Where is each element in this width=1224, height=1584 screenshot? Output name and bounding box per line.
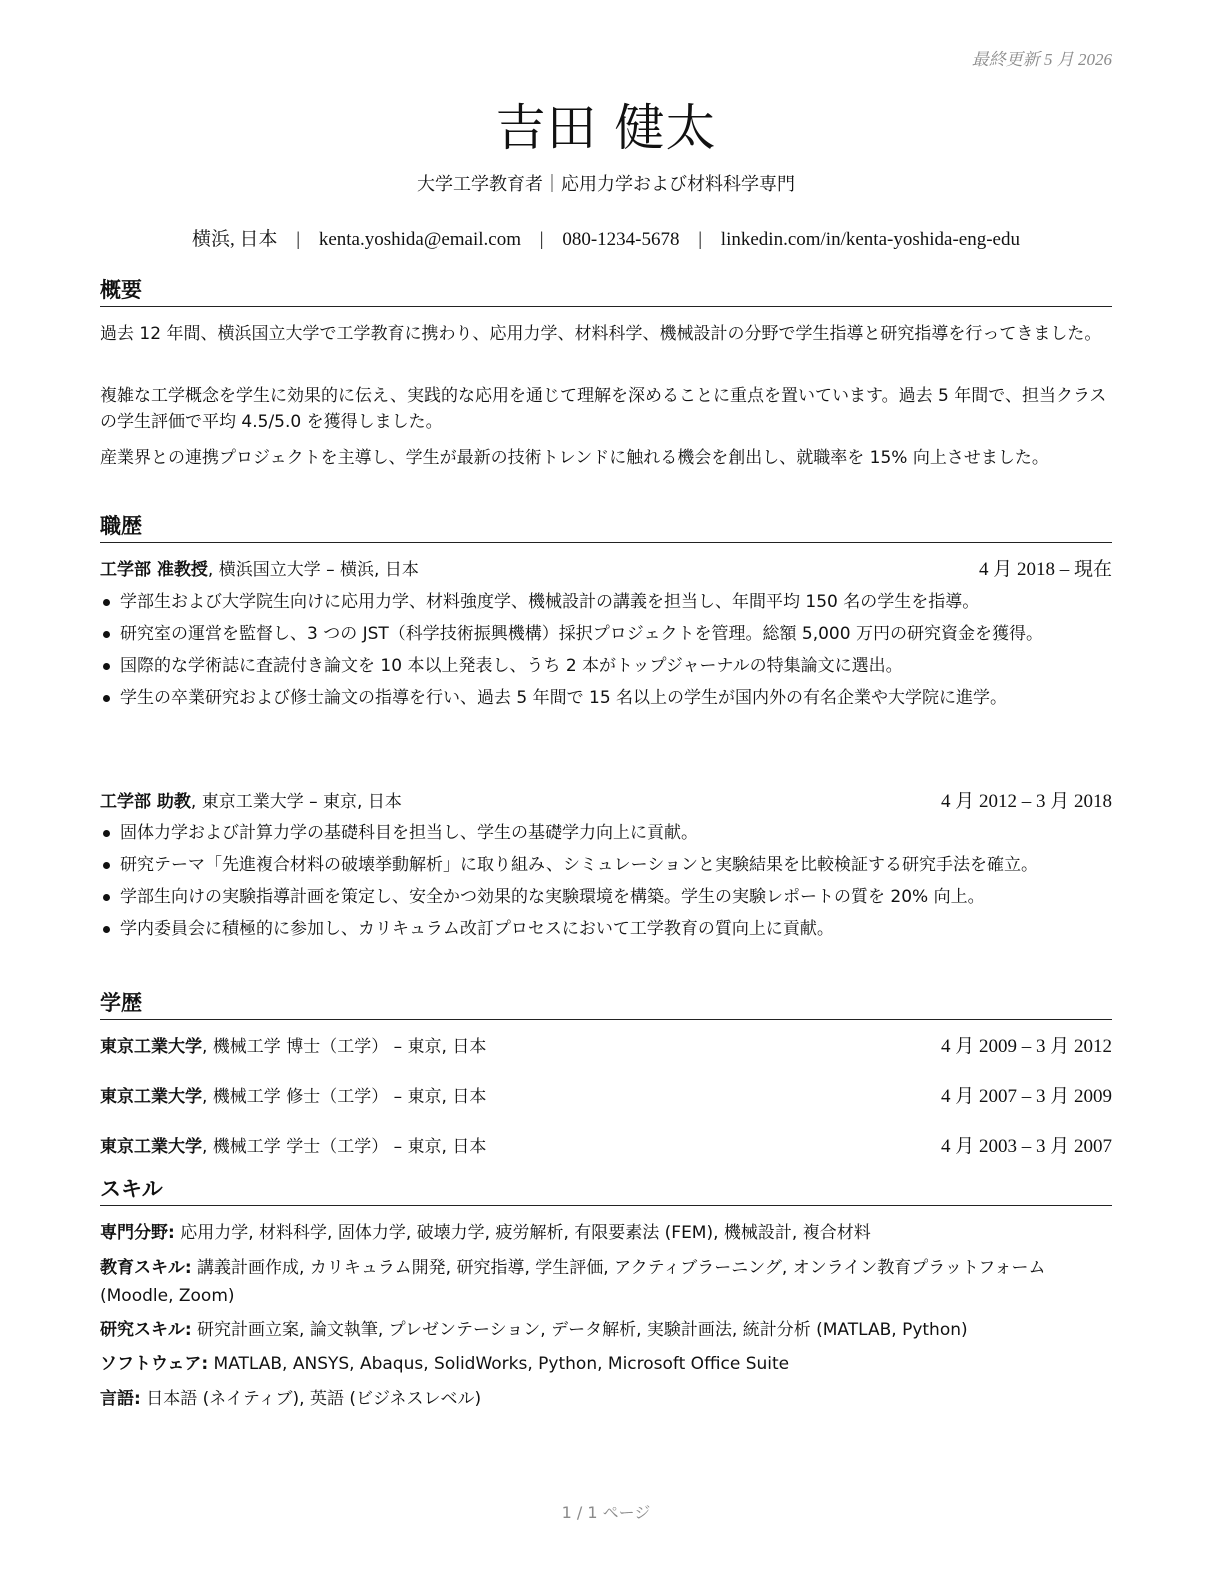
job-organization: , 横浜国立大学 – 横浜, 日本 [207, 560, 419, 580]
skill-row [100, 1350, 1112, 1378]
education-dates: 4 月 2003 – 3 月 2007 [940, 1136, 1112, 1157]
skill-label: 教育スキル: [100, 1258, 192, 1278]
education-entry [100, 1134, 1112, 1160]
job-bullet: 学部生向けの実験指導計画を策定し、安全かつ効果的な実験環境を構築。学生の実験レポートの質を 20% 向上。 [100, 884, 1112, 910]
contact-line [100, 224, 1112, 251]
job-bullet: 固体力学および計算力学の基礎科目を担当し、学生の基礎学力向上に貢献。 [100, 820, 1112, 846]
education-dates: 4 月 2007 – 3 月 2009 [940, 1086, 1112, 1107]
contact-separator: | [698, 229, 703, 250]
last-updated: 最終更新 5 月 2026 [971, 50, 1112, 69]
skill-label: 研究スキル: [100, 1320, 192, 1340]
skill-value: 日本語 (ネイティブ), 英語 (ビジネスレベル) [140, 1389, 482, 1409]
skill-value: 講義計画作成, カリキュラム開発, 研究指導, 学生評価, アクティブラーニング, オンライン教育プラットフォーム (Moodle, Zoom) [100, 1258, 1046, 1306]
section-title-experience: 職歴 [100, 512, 1112, 543]
contact-linkedin[interactable]: linkedin.com/in/kenta-yoshida-eng-edu [720, 229, 1020, 250]
job-organization: , 東京工業大学 – 東京, 日本 [190, 792, 402, 812]
summary-paragraph: 複雑な工学概念を学生に効果的に伝え、実践的な応用を通じて理解を深めることに重点を置いています。過去 5 年間で、担当クラスの学生評価で平均 4.5/5.0 を獲得しました。 [100, 386, 1107, 432]
page-number: 1 / 1 ページ [561, 1503, 651, 1522]
skill-value: MATLAB, ANSYS, Abaqus, SolidWorks, Python, Microsoft Office Suite [208, 1354, 790, 1374]
job-bullet: 研究室の運営を監督し、3 つの JST（科学技術振興機構）採択プロジェクトを管理。総額 5,000 万円の研究資金を獲得。 [100, 621, 1112, 647]
job-bullet: 研究テーマ「先進複合材料の破壊挙動解析」に取り組み、シミュレーションと実験結果を比較検証する研究手法を確立。 [100, 852, 1112, 878]
skill-label: 専門分野: [100, 1223, 175, 1243]
education-dates: 4 月 2009 – 3 月 2012 [940, 1036, 1112, 1057]
skill-value: 応用力学, 材料科学, 固体力学, 破壊力学, 疲労解析, 有限要素法 (FEM), 機械設計, 複合材料 [174, 1223, 871, 1243]
job-heading [100, 789, 1112, 815]
skill-row [100, 1254, 1112, 1310]
job-bullet: 学部生および大学院生向けに応用力学、材料強度学、機械設計の講義を担当し、年間平均 150 名の学生を指導。 [100, 589, 1112, 615]
education-school: 東京工業大学 [100, 1137, 202, 1157]
section-title-education: 学歴 [100, 989, 1112, 1020]
education-detail: , 機械工学 修士（工学） – 東京, 日本 [202, 1087, 487, 1107]
job-bullet-list [100, 589, 1112, 717]
skill-label: 言語: [100, 1389, 141, 1409]
job-bullet: 学生の卒業研究および修士論文の指導を行い、過去 5 年間で 15 名以上の学生が国内外の有名企業や大学院に進学。 [100, 685, 1112, 711]
skill-row [100, 1385, 1112, 1413]
contact-email[interactable]: kenta.yoshida@email.com [318, 229, 522, 250]
job-heading [100, 557, 1112, 583]
skill-row [100, 1316, 1112, 1344]
job-position: 工学部 准教授 [100, 560, 208, 580]
education-school: 東京工業大学 [100, 1037, 202, 1057]
tagline: 大学工学教育者｜応用力学および材料科学専門 [417, 174, 795, 195]
education-school: 東京工業大学 [100, 1087, 202, 1107]
contact-location: 横浜, 日本 [192, 229, 278, 250]
job-dates: 4 月 2012 – 3 月 2018 [940, 791, 1112, 812]
summary-paragraph: 産業界との連携プロジェクトを主導し、学生が最新の技術トレンドに触れる機会を創出し、就職率を 15% 向上させました。 [100, 448, 1049, 468]
section-title-skills: スキル [100, 1175, 1112, 1206]
person-name: 吉田 健太 [495, 99, 717, 157]
contact-phone[interactable]: 080-1234-5678 [562, 229, 680, 250]
education-entry [100, 1084, 1112, 1110]
job-position: 工学部 助教 [100, 792, 191, 812]
skill-value: 研究計画立案, 論文執筆, プレゼンテーション, データ解析, 実験計画法, 統計分析 (MATLAB, Python) [191, 1320, 968, 1340]
resume-page [100, 0, 1112, 1584]
skill-label: ソフトウェア: [100, 1354, 209, 1374]
education-entry [100, 1034, 1112, 1060]
education-detail: , 機械工学 博士（工学） – 東京, 日本 [202, 1037, 487, 1057]
contact-separator: | [539, 229, 544, 250]
job-dates: 4 月 2018 – 現在 [978, 559, 1112, 580]
job-bullet: 国際的な学術誌に査読付き論文を 10 本以上発表し、うち 2 本がトップジャーナルの特集論文に選出。 [100, 653, 1112, 679]
job-bullet-list [100, 820, 1112, 948]
skill-row [100, 1219, 1112, 1247]
job-bullet: 学内委員会に積極的に参加し、カリキュラム改訂プロセスにおいて工学教育の質向上に貢献。 [100, 916, 1112, 942]
section-title-summary: 概要 [100, 276, 1112, 307]
summary-paragraph: 過去 12 年間、横浜国立大学で工学教育に携わり、応用力学、材料科学、機械設計の分野で学生指導と研究指導を行ってきました。 [100, 324, 1102, 344]
education-detail: , 機械工学 学士（工学） – 東京, 日本 [202, 1137, 487, 1157]
contact-separator: | [296, 229, 301, 250]
